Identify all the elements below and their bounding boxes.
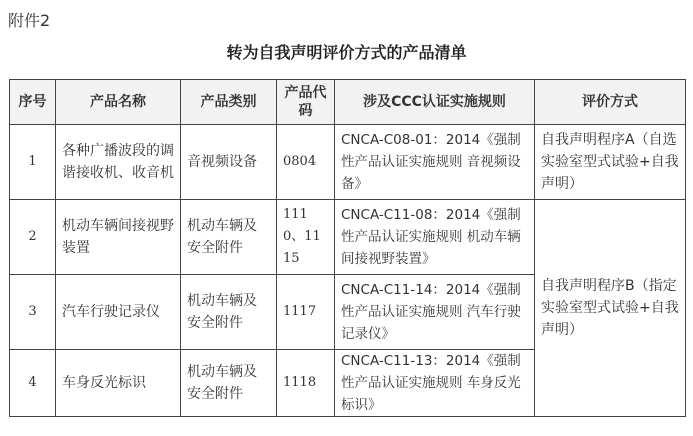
page-title: 转为自我声明评价方式的产品清单 [226,43,467,62]
header-product-code: 产品代码 [277,80,335,125]
row-product-code: 1117 [277,275,335,350]
row-product-name: 机动车辆间接视野装置 [56,200,181,275]
row-product-category: 机动车辆及安全附件 [181,200,277,275]
table-row [10,200,686,275]
row-product-code: 1110、1115 [277,200,335,275]
row-ccc-rule: CNCA-C11-13：2014《强制性产品认证实施规则 车身反光标识》 [335,350,535,417]
table-header-row [10,80,686,125]
row-no: 4 [10,350,56,417]
row-evaluation-method: 自我声明程序A（自选实验室型式试验+自我声明） [535,125,686,200]
row-product-category: 机动车辆及安全附件 [181,275,277,350]
row-evaluation-method: 自我声明程序B（指定实验室型式试验+自我声明） [535,200,686,417]
row-ccc-rule: CNCA-C08-01：2014《强制性产品认证实施规则 音视频设备》 [335,125,535,200]
attachment-label: 附件2 [8,11,51,30]
row-no: 2 [10,200,56,275]
row-product-name: 车身反光标识 [56,350,181,417]
row-product-code: 0804 [277,125,335,200]
row-product-name: 汽车行驶记录仪 [56,275,181,350]
row-ccc-rule: CNCA-C11-14：2014《强制性产品认证实施规则 汽车行驶记录仪》 [335,275,535,350]
row-product-category: 机动车辆及安全附件 [181,350,277,417]
table-row [10,125,686,200]
header-product-name: 产品名称 [56,80,181,125]
row-product-code: 1118 [277,350,335,417]
header-evaluation-method: 评价方式 [535,80,686,125]
row-product-category: 音视频设备 [181,125,277,200]
header-ccc-rule: 涉及CCC认证实施规则 [335,80,535,125]
row-ccc-rule: CNCA-C11-08：2014《强制性产品认证实施规则 机动车辆间接视野装置》 [335,200,535,275]
header-product-category: 产品类别 [181,80,277,125]
row-no: 1 [10,125,56,200]
header-no: 序号 [10,80,56,125]
product-list-table [9,79,686,417]
row-no: 3 [10,275,56,350]
row-product-name: 各种广播波段的调谐接收机、收音机 [56,125,181,200]
